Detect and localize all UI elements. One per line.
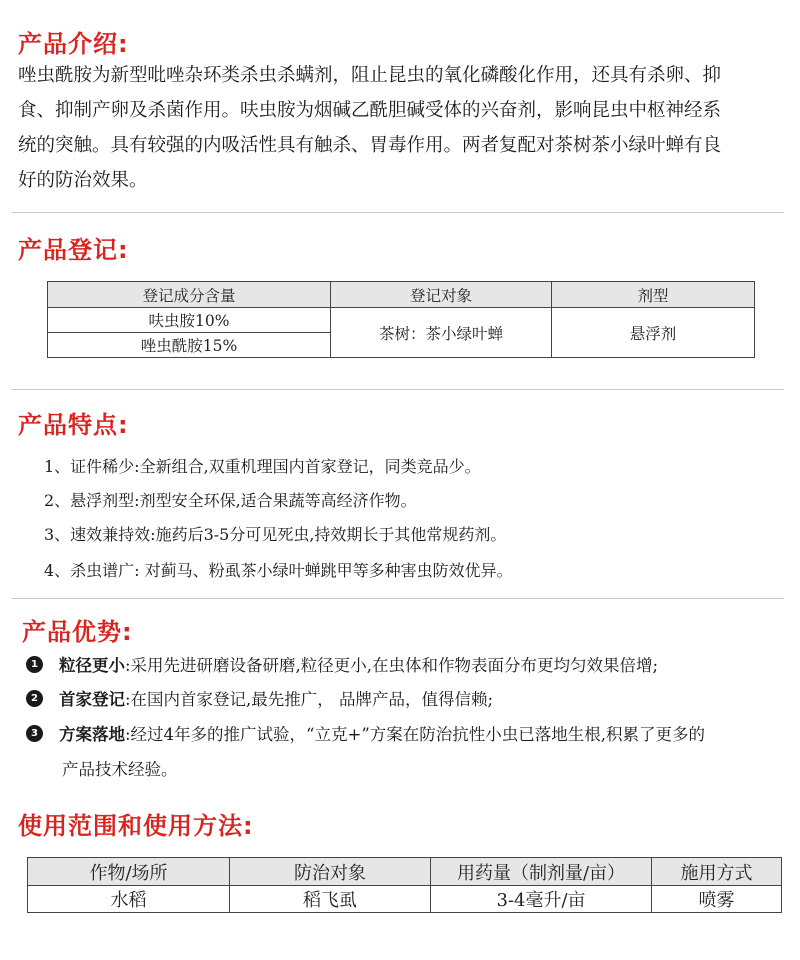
table-header-cell: 用药量（制剂量/亩） — [431, 858, 652, 886]
table-header-row — [28, 858, 782, 886]
advantage-item — [26, 686, 493, 710]
table-cell: 喷雾 — [652, 886, 782, 913]
formulation-cell: 悬浮剂 — [552, 308, 755, 358]
intro-heading: 产品介绍: — [18, 30, 129, 58]
intro-line: 好的防治效果。 — [18, 170, 148, 191]
table-header-cell: 施用方式 — [652, 858, 782, 886]
advantage-title: 方案落地 — [59, 725, 125, 744]
table-header-cell: 防治对象 — [230, 858, 431, 886]
table-cell: 3-4毫升/亩 — [431, 886, 652, 913]
registration-heading: 产品登记: — [18, 236, 129, 264]
advantage-text: :经过4年多的推广试验，“立克+”方案在防治抗性小虫已落地生根,积累了更多的 — [125, 725, 705, 744]
advantage-item — [26, 721, 705, 745]
advantage-title: 粒径更小 — [59, 656, 125, 675]
table-header-cell: 登记成分含量 — [48, 282, 331, 308]
table-header-row — [48, 282, 755, 308]
advantage-title: 首家登记 — [59, 690, 125, 709]
table-cell: 稻飞虱 — [230, 886, 431, 913]
intro-paragraph — [18, 58, 778, 198]
number-badge-icon: 3 — [26, 725, 43, 742]
registration-table — [47, 281, 755, 358]
feature-item: 1、证件稀少:全新组合,双重机理国内首家登记，同类竞品少。 — [44, 457, 481, 476]
target-cell: 茶树：茶小绿叶蝉 — [331, 308, 552, 358]
section-divider — [12, 389, 784, 390]
usage-heading: 使用范围和使用方法: — [18, 812, 254, 840]
number-badge-icon: 2 — [26, 690, 43, 707]
advantage-text: :采用先进研磨设备研磨,粒径更小,在虫体和作物表面分布更均匀效果倍增; — [125, 656, 659, 675]
table-header-cell: 剂型 — [552, 282, 755, 308]
table-cell: 水稻 — [28, 886, 230, 913]
ingredient-cell: 唑虫酰胺15% — [48, 333, 331, 358]
advantage-item — [26, 652, 658, 676]
intro-line: 统的突触。具有较强的内吸活性具有触杀、胃毒作用。两者复配对茶树茶小绿叶蝉有良 — [18, 135, 722, 156]
table-header-cell: 作物/场所 — [28, 858, 230, 886]
advantage-continuation: 产品技术经验。 — [62, 760, 178, 779]
feature-item: 3、速效兼持效:施药后3-5分可见死虫,持效期长于其他常规药剂。 — [44, 525, 507, 544]
feature-item: 2、悬浮剂型:剂型安全环保,适合果蔬等高经济作物。 — [44, 491, 417, 510]
usage-table — [27, 857, 782, 913]
table-row — [28, 886, 782, 913]
advantages-heading: 产品优势: — [22, 618, 133, 646]
section-divider — [12, 598, 784, 599]
table-header-cell: 登记对象 — [331, 282, 552, 308]
table-row — [48, 308, 755, 333]
ingredient-cell: 呋虫胺10% — [48, 308, 331, 333]
advantage-text: :在国内首家登记,最先推广， 品牌产品，值得信赖; — [125, 690, 494, 709]
features-heading: 产品特点: — [18, 411, 129, 439]
section-divider — [12, 212, 784, 213]
intro-line: 食、抑制产卵及杀菌作用。呋虫胺为烟碱乙酰胆碱受体的兴奋剂，影响昆虫中枢神经系 — [18, 100, 722, 121]
number-badge-icon: 1 — [26, 656, 43, 673]
feature-item: 4、杀虫谱广: 对蓟马、粉虱茶小绿叶蝉跳甲等多种害虫防效优异。 — [44, 561, 513, 580]
intro-line: 唑虫酰胺为新型吡唑杂环类杀虫杀螨剂，阻止昆虫的氧化磷酸化作用，还具有杀卵、抑 — [18, 65, 722, 86]
